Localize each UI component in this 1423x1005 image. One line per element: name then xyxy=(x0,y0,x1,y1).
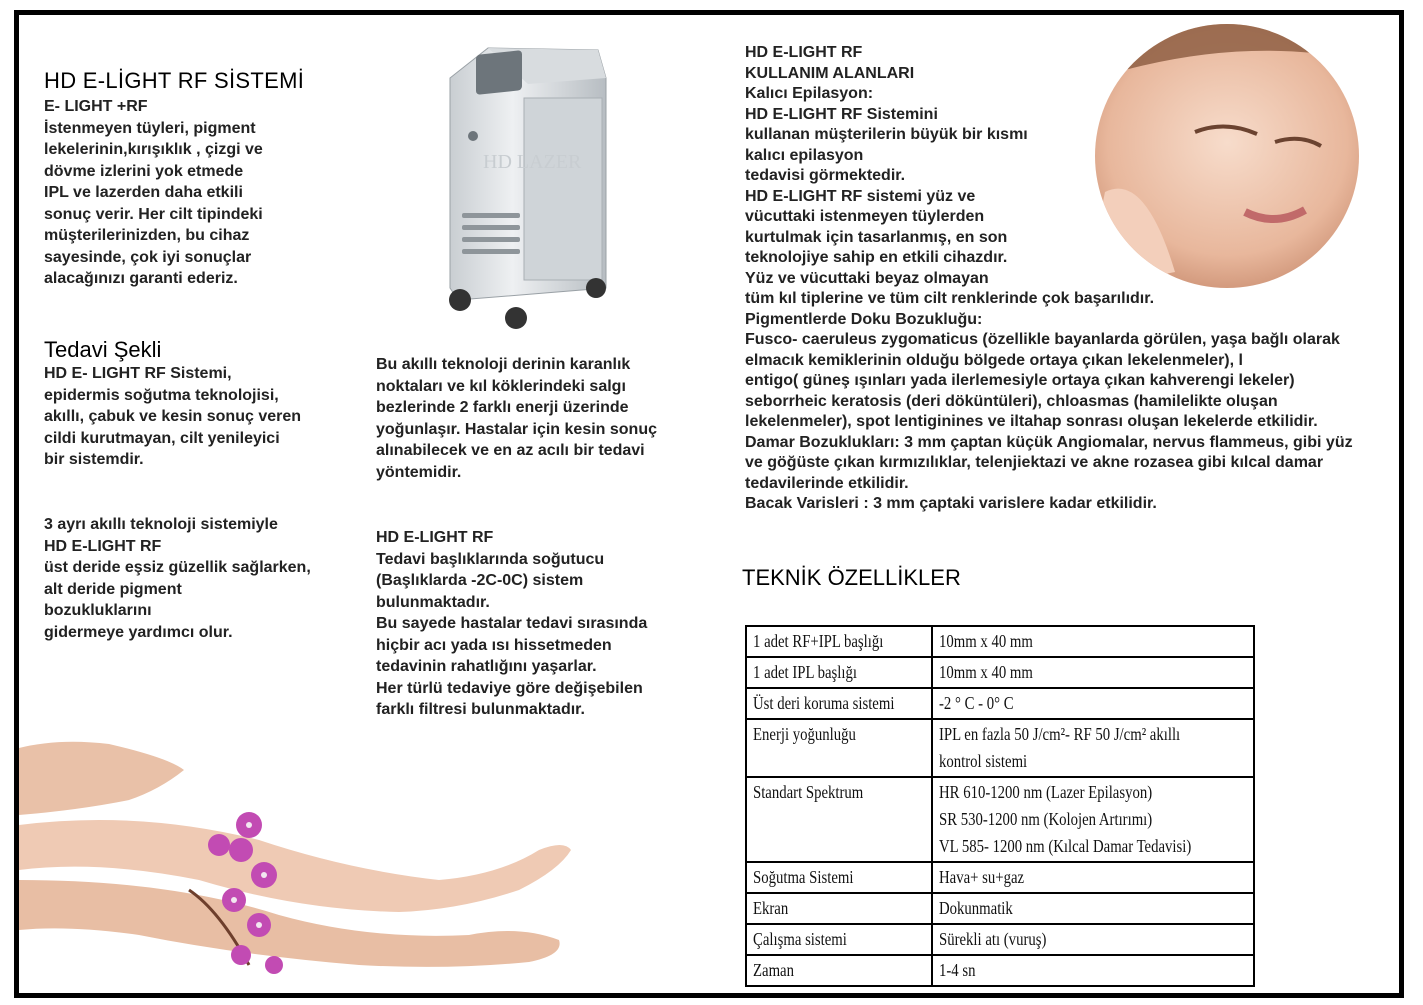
text-line: kalıcı epilasyon xyxy=(745,146,864,164)
text-line: tedavilerinde etkilidir. xyxy=(745,474,909,492)
spec-title: TEKNİK ÖZELLİKLER xyxy=(742,565,961,590)
text-line: seborrheic keratosis (deri döküntüleri), chloasmas (hamilelikte oluşan xyxy=(745,392,1278,410)
text-line: Bu sayede hastalar tedavi sırasında xyxy=(376,615,648,632)
text-line: yöntemidir. xyxy=(376,463,462,481)
text-line: teknolojiye sahip en etkili cihazdır. xyxy=(745,249,1008,266)
spec-value: IPL en fazla 50 J/cm²- RF 50 J/cm² akıllı kontrol sistemi xyxy=(932,719,1254,777)
usage-areas-text xyxy=(745,43,1353,515)
spec-key: Ekran xyxy=(746,893,932,924)
text-line: elmacık kemiklerinin olduğu bölgede ortaya çıkan lekelenmeler), l xyxy=(745,351,1243,369)
text-line: IPL ve lazerden daha etkili xyxy=(44,184,243,201)
spec-key: 1 adet IPL başlığı xyxy=(746,657,932,688)
device-image xyxy=(428,38,613,330)
text-line: alınabilecek ve en az acılı bir tedavi xyxy=(376,442,645,459)
text-line: Bu akıllı teknoloji derinin karanlık xyxy=(376,356,631,373)
text-line: İstenmeyen tüyleri, pigment xyxy=(44,119,256,137)
text-line: Damar Bozuklukları: 3 mm çaptan küçük Angiomalar, nervus flammeus, gibi yüz xyxy=(745,433,1353,451)
text-line: Tedavi başlıklarında soğutucu xyxy=(376,550,605,568)
spec-row xyxy=(746,777,1254,862)
spec-row xyxy=(746,719,1254,777)
text-line: sayesinde, çok iyi sonuçlar xyxy=(44,248,252,266)
text-line: akıllı, çabuk ve kesin sonuç veren xyxy=(44,408,302,425)
text-line: epidermis soğutma teknolojisi, xyxy=(44,386,279,404)
technology-text xyxy=(44,514,311,643)
text-line: gidermeye yardımcı olur. xyxy=(44,623,233,641)
text-line: lekelenmeler), spot lentiginines ve iltahap sonrası oluşan lekelerde etkilidir. xyxy=(745,413,1318,430)
text-line: farklı filtresi bulunmaktadır. xyxy=(376,701,585,718)
text-line: dövme izlerini yok etmede xyxy=(44,162,244,180)
spec-row xyxy=(746,893,1254,924)
text-line: bir sistemdir. xyxy=(44,451,144,468)
spec-value: -2 ° C - 0° C xyxy=(932,688,1254,719)
spec-key: Üst deri koruma sistemi xyxy=(746,688,932,719)
section-title-treatment: Tedavi Şekli xyxy=(44,337,162,362)
spec-value: Hava+ su+gaz xyxy=(932,862,1254,893)
text-line: 3 ayrı akıllı teknoloji sistemiyle xyxy=(44,516,278,533)
text-line: ve göğüste çıkan kırmızılıklar, telenjiektazi ve akne rozasea gibi kılcal damar xyxy=(745,454,1324,471)
text-line: alt deride pigment xyxy=(44,580,182,598)
text-line: tedavisi görmektedir. xyxy=(745,167,906,184)
text-line: alacağınızı garanti ederiz. xyxy=(44,270,238,287)
text-line: müşterilerinizden, bu cihaz xyxy=(44,227,250,244)
text-line: KULLANIM ALANLARI xyxy=(745,64,915,82)
spec-key: Soğutma Sistemi xyxy=(746,862,932,893)
text-line: üst deride eşsiz güzellik sağlarken, xyxy=(44,559,311,576)
spec-value: 10mm x 40 mm xyxy=(932,626,1254,657)
spec-table xyxy=(745,625,1255,987)
text-line: entigo( güneş ışınları yada ilerlemesiyle ortaya çıkan kahverengi lekeler) xyxy=(745,372,1295,389)
spec-key: Çalışma sistemi xyxy=(746,924,932,955)
text-line: (Başlıklarda -2C-0C) sistem xyxy=(376,572,584,589)
text-line: HD E-LIGHT RF xyxy=(745,44,863,61)
text-line: tüm kıl tiplerine ve tüm cilt renklerinde çok başarılıdır. xyxy=(745,290,1155,307)
text-line: HD E-LIGHT RF Sistemini xyxy=(745,105,938,123)
spec-value: Sürekli atı (vuruş) xyxy=(932,924,1254,955)
text-line: bezlerinde 2 farklı enerji üzerinde xyxy=(376,399,629,416)
text-line: bozukluklarını xyxy=(44,602,152,619)
text-line: HD E-LIGHT RF xyxy=(44,537,162,555)
text-line: kurtulmak için tasarlanmış, en son xyxy=(745,228,1008,246)
treatment-text xyxy=(44,363,301,471)
spec-row xyxy=(746,657,1254,688)
text-line: Kalıcı Epilasyon: xyxy=(745,85,874,102)
main-title: HD E-LİGHT RF SİSTEMİ xyxy=(44,68,305,93)
text-line: E- LIGHT +RF xyxy=(44,98,148,115)
spec-value: HR 610-1200 nm (Lazer Epilasyon) SR 530-1200 nm (Kolojen Artırımı) VL 585- 1200 nm (Kılcal Damar Tedavisi) xyxy=(932,777,1254,862)
spec-key: Enerji yoğunluğu xyxy=(746,719,932,777)
text-line: vücuttaki istenmeyen tüylerden xyxy=(745,208,985,225)
text-line: Pigmentlerde Doku Bozukluğu: xyxy=(745,310,983,328)
spec-value: Dokunmatik xyxy=(932,893,1254,924)
intro-text xyxy=(44,96,263,290)
text-line: bulunmaktadır. xyxy=(376,593,490,611)
text-line: Yüz ve vücuttaki beyaz olmayan xyxy=(745,269,989,287)
spec-key: 1 adet RF+IPL başlığı xyxy=(746,626,932,657)
text-line: HD E-LIGHT RF xyxy=(376,529,494,546)
spec-key: Zaman xyxy=(746,955,932,986)
text-line: cildi kurutmayan, cilt yenileyici xyxy=(44,429,280,447)
spec-value: 10mm x 40 mm xyxy=(932,657,1254,688)
text-line: HD E-LIGHT RF sistemi yüz ve xyxy=(745,187,976,205)
text-line: sonuç verir. Her cilt tipindeki xyxy=(44,205,263,223)
text-line: HD E- LIGHT RF Sistemi, xyxy=(44,365,232,382)
text-line: hiçbir acı yada ısı hissetmeden xyxy=(376,636,612,654)
spec-row xyxy=(746,688,1254,719)
spec-row xyxy=(746,955,1254,986)
text-line: noktaları ve kıl köklerindeki salgı xyxy=(376,377,626,395)
spec-row xyxy=(746,924,1254,955)
spec-row xyxy=(746,626,1254,657)
spec-value: 1-4 sn xyxy=(932,955,1254,986)
technology-paragraph xyxy=(376,354,657,483)
device-label: HD LAZER xyxy=(483,151,582,173)
text-line: Her türlü tedaviye göre değişebilen xyxy=(376,679,643,697)
spec-key: Standart Spektrum xyxy=(746,777,932,862)
spec-row xyxy=(746,862,1254,893)
text-line: kullanan müşterilerin büyük bir kısmı xyxy=(745,126,1028,143)
text-line: yoğunlaşır. Hastalar için kesin sonuç xyxy=(376,420,657,438)
legs-orchid-image xyxy=(19,730,589,985)
text-line: Bacak Varisleri : 3 mm çaptaki varislere kadar etkilidir. xyxy=(745,495,1157,512)
text-line: Fusco- caeruleus zygomaticus (özellikle bayanlarda görülen, yaşa bağlı olarak xyxy=(745,331,1340,348)
cooling-paragraph xyxy=(376,527,647,721)
text-line: tedavinin rahatlığını yaşarlar. xyxy=(376,658,597,675)
text-line: lekelerinin,kırışıklık , çizgi ve xyxy=(44,141,263,158)
